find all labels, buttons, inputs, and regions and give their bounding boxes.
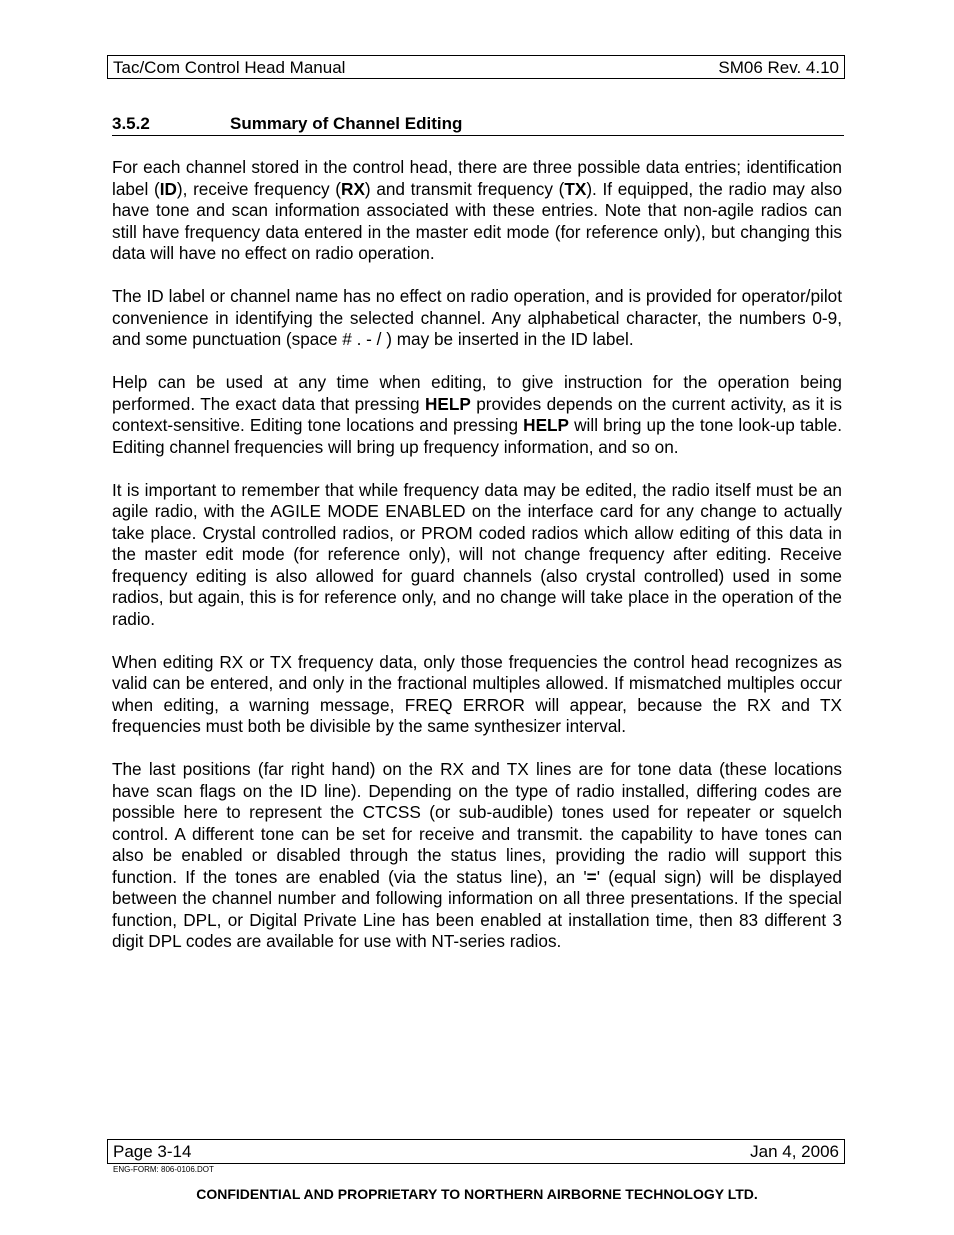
manual-title: Tac/Com Control Head Manual	[113, 58, 346, 77]
document-body	[112, 157, 842, 974]
paragraph-data-entries: For each channel stored in the control head, there are three possible data entries; identification label (ID), receive frequency (RX) and transmit frequency (TX). If equipped, the radio may also have tone and scan information associated with these entries. Note that non-agile radios can still have frequency data entered in the master edit mode (for reference only), but changing this data will have no effect on radio operation.	[112, 157, 843, 263]
paragraph-agile-mode: It is important to remember that while frequency data may be edited, the radio itself must be an agile radio, with the AGILE MODE ENABLED on the interface card for any change to actually take place. Crystal controlled radios, or PROM coded radios which allow editing of this data in the master edit mode (for reference only), will not change frequency after editing. Receive frequency editing is also allowed for guard channels (also crystal controlled) used in some radios, but again, this is for reference only, and no change will take place in the operation of the radio.	[112, 479, 842, 629]
page-footer	[107, 1139, 845, 1164]
term-help: HELP	[523, 415, 569, 435]
term-equal-sign: =	[586, 866, 597, 887]
paragraph-help: Help can be used at any time when editing, to give instruction for the operation being performed. The exact data that pressing HELP provides depends on the current activity, as it is context-sensitive. Editing tone locations and pressing HELP will bring up the tone look-up table. Editing channel frequencies will bring up frequency information, and so on.	[112, 372, 843, 457]
confidential-notice: CONFIDENTIAL AND PROPRIETARY TO NORTHERN AIRBORNE TECHNOLOGY LTD.	[196, 1186, 758, 1202]
section-heading	[112, 112, 844, 136]
section-title: Summary of Channel Editing	[230, 114, 463, 133]
paragraph-tone-data: The last positions (far right hand) on the RX and TX lines are for tone data (these locations have scan flags on the ID line). Depending on the type of radio installed, differing codes are possible here to represent the CTCSS (or sub-audible) tones used for repeater or squelch control. A different tone can be set for receive and transmit. the capability to have tones can also be enabled or disabled through the status lines, providing the radio will support this function. If the tones are enabled (via the status line), an '=' (equal sign) will be displayed between the channel number and following information on all three presentations. If the special function, DPL, or Digital Private Line has been enabled at installation time, then 83 different 3 digit DPL codes are available for use with NT-series radios.	[112, 759, 842, 951]
term-id: ID	[159, 178, 177, 199]
page-header	[107, 55, 845, 79]
form-code: ENG-FORM: 806-0106.DOT	[113, 1165, 214, 1174]
footer-date: Jan 4, 2006	[750, 1142, 839, 1161]
paragraph-freq-error: When editing RX or TX frequency data, only those frequencies the control head recognizes as valid can be entered, and only in the fractional multiples allowed. If mismatched multiples occur when editing, a warning message, FREQ ERROR will appear, because the RX and TX frequencies must both be divisible by the same synthesizer interval.	[112, 651, 842, 736]
page-number: Page 3-14	[113, 1142, 192, 1161]
manual-revision: SM06 Rev. 4.10	[718, 58, 839, 77]
section-number: 3.5.2	[112, 114, 150, 133]
term-rx: RX	[341, 178, 365, 199]
term-help: HELP	[424, 393, 471, 414]
paragraph-id-label: The ID label or channel name has no effect on radio operation, and is provided for operator/pilot convenience in identifying the selected channel. Any alphabetical character, the numbers 0-9, and some punctuation (space # . - / ) may be inserted in the ID label.	[112, 286, 842, 349]
term-tx: TX	[564, 178, 587, 199]
